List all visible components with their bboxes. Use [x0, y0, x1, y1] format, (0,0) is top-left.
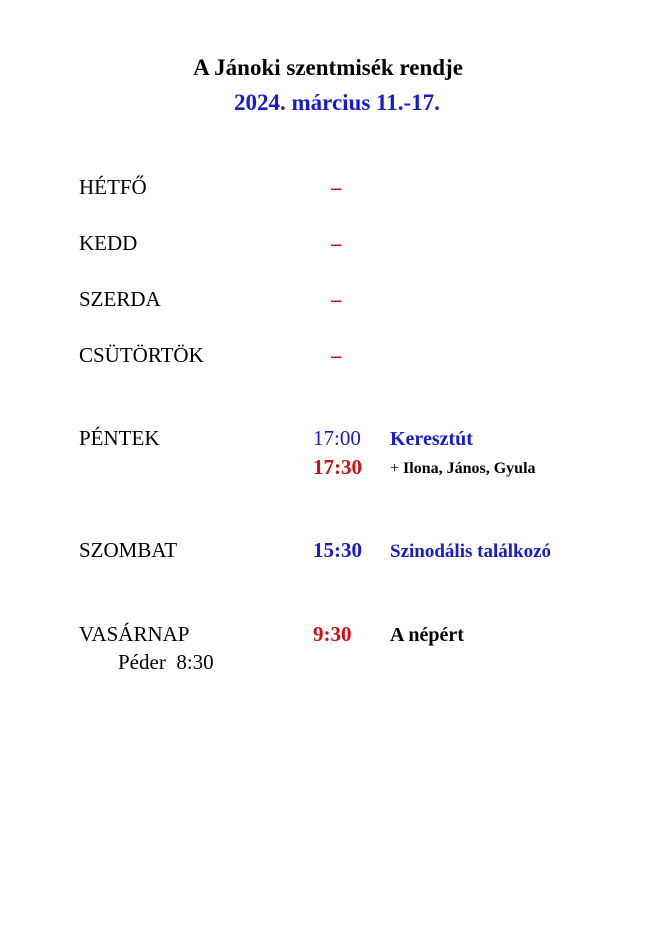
dash-tuesday: –: [331, 231, 342, 255]
time-sunday: 9:30: [313, 622, 352, 646]
note-sunday: Péder 8:30: [118, 650, 214, 674]
day-monday: HÉTFŐ: [79, 175, 147, 199]
dash-thursday: –: [331, 343, 342, 367]
cross-symbol: +: [390, 460, 400, 477]
day-saturday: SZOMBAT: [79, 538, 178, 562]
dash-monday: –: [331, 175, 342, 199]
time-friday-1: 17:00: [313, 426, 361, 450]
event-sunday: A népért: [390, 624, 464, 646]
time-saturday: 15:30: [313, 538, 362, 562]
day-friday: PÉNTEK: [79, 426, 160, 450]
day-wednesday: SZERDA: [79, 287, 161, 311]
time-friday-2: 17:30: [313, 455, 362, 479]
event-friday-1: Keresztút: [390, 428, 473, 450]
dash-wednesday: –: [331, 287, 342, 311]
event-saturday: Szinodális találkozó: [390, 541, 551, 562]
day-sunday: VASÁRNAP: [79, 622, 190, 646]
intention-names: Ilona, János, Gyula: [403, 460, 536, 477]
intention-friday: [390, 461, 536, 477]
day-tuesday: KEDD: [79, 231, 138, 255]
date-range: 2024. március 11.-17.: [234, 90, 440, 115]
page-title: A Jánoki szentmisék rendje: [193, 55, 463, 80]
day-thursday: CSÜTÖRTÖK: [79, 343, 204, 367]
